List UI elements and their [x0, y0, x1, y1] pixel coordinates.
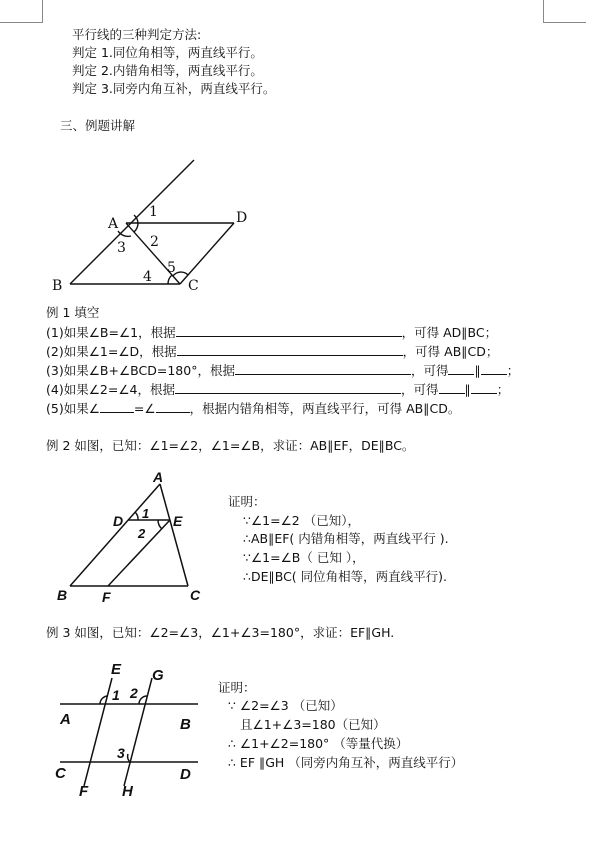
figure-2-diagram	[50, 466, 220, 606]
item-1-prefix: (1)如果∠B=∠1，根据	[46, 325, 176, 340]
fig3-line-ef	[84, 678, 112, 786]
item-4-end: ；	[496, 382, 510, 397]
intro-title: 平行线的三种判定方法:	[72, 27, 202, 42]
fig3-arc-3	[128, 754, 130, 762]
rule-2: 判定 2.内错角相等，两直线平行。	[72, 63, 263, 78]
fig1-label-b: B	[52, 278, 63, 294]
item-2-prefix: (2)如果∠1=∠D，根据	[46, 344, 177, 359]
fig2-arc-1	[135, 512, 138, 520]
item-3-mid: ∥	[474, 363, 481, 378]
item-4-suffix: ，可得	[401, 382, 439, 397]
fig1-label-d: D	[236, 210, 248, 226]
fig3-line-gh	[124, 678, 152, 786]
fig1-angle-2: 2	[150, 234, 159, 250]
fig3-label-h: H	[122, 783, 133, 800]
corner-mark-right	[543, 0, 586, 23]
item-1-suffix: ，可得 AD∥BC；	[401, 325, 498, 340]
example-2-proof-line-3: ∵∠1=∠B（ 已知 ），	[243, 550, 365, 565]
fig3-label-e: E	[111, 661, 122, 678]
item-2-suffix: ，可得 AB∥CD；	[402, 344, 499, 359]
fig1-angle-4: 4	[143, 269, 152, 285]
item-3-prefix: (3)如果∠B+∠BCD=180°，根据	[46, 363, 235, 378]
fig1-angle-1: 1	[149, 204, 158, 220]
fig2-label-d: D	[113, 513, 124, 529]
item-3-blank-reason[interactable]	[235, 362, 411, 375]
example-1-item-4	[46, 381, 509, 398]
item-3-end: ；	[506, 363, 520, 378]
rule-3: 判定 3.同旁内角互补，两直线平行。	[72, 81, 276, 96]
item-4-prefix: (4)如果∠2=∠4，根据	[46, 382, 175, 397]
item-3-suffix: ，可得	[410, 363, 449, 378]
item-4-blank-line-2[interactable]	[471, 381, 497, 394]
fig3-angle-2: 2	[130, 685, 138, 701]
item-3-blank-line-1[interactable]	[448, 362, 474, 375]
item-4-blank-reason[interactable]	[175, 381, 401, 394]
example-3-proof-line-4: ∴ EF ∥GH （同旁内角互补，两直线平行）	[228, 755, 464, 770]
fig2-angle-1: 1	[142, 506, 150, 521]
fig1-arc-4	[168, 275, 172, 284]
fig2-angle-2: 2	[138, 526, 146, 541]
fig3-angle-3: 3	[117, 745, 125, 761]
rule-1: 判定 1.同位角相等，两直线平行。	[72, 45, 263, 60]
item-4-mid: ∥	[464, 382, 471, 397]
example-2-proof-line-1: ∵∠1=∠2 （已知），	[243, 513, 360, 528]
fig1-label-c: C	[188, 278, 199, 294]
item-2-blank-reason[interactable]	[177, 343, 403, 356]
fig2-label-a: A	[153, 469, 164, 485]
example-1-item-3	[46, 362, 519, 379]
figure-1-diagram	[40, 150, 280, 300]
example-3-proof-title: 证明：	[218, 680, 256, 695]
item-5-blank-angle-1[interactable]	[100, 400, 134, 413]
item-5-suffix: ，根据内错角相等，两直线平行，可得 AB∥CD。	[189, 401, 461, 416]
fig2-label-f: F	[102, 589, 111, 605]
item-1-blank-reason[interactable]	[176, 324, 402, 337]
example-1-item-2	[46, 343, 498, 360]
fig2-line-ab	[70, 484, 160, 586]
example-2-proof-line-4: ∴DE∥BC( 同位角相等，两直线平行).	[243, 569, 448, 584]
fig1-angle-5: 5	[167, 260, 176, 276]
fig2-arc-2	[158, 520, 162, 529]
fig2-label-e: E	[173, 513, 183, 529]
section-heading: 三、例题讲解	[60, 118, 136, 133]
example-2-title: 例 2 如图，已知：∠1=∠2，∠1=∠B，求证：AB∥EF，DE∥BC。	[46, 438, 415, 453]
corner-mark-left	[0, 0, 43, 23]
fig1-label-a: A	[108, 216, 119, 232]
fig1-arc-3	[118, 231, 131, 236]
fig3-label-a: A	[60, 711, 71, 728]
fig1-angle-3: 3	[117, 240, 126, 256]
example-2-proof-title: 证明：	[228, 494, 266, 509]
example-3-title: 例 3 如图，已知：∠2=∠3，∠1+∠3=180°，求证：EF∥GH.	[46, 625, 395, 640]
item-5-blank-angle-2[interactable]	[156, 400, 190, 413]
fig3-label-d: D	[180, 766, 191, 783]
fig3-label-b: B	[180, 716, 191, 733]
figure-3-diagram	[50, 658, 210, 804]
fig3-label-g: G	[152, 667, 164, 684]
example-3-proof-line-1: ∵ ∠2=∠3 （已知）	[228, 698, 343, 713]
item-5-mid: =∠	[133, 401, 156, 416]
fig3-label-c: C	[55, 765, 66, 782]
example-1-item-5	[46, 400, 460, 417]
item-4-blank-line-1[interactable]	[439, 381, 465, 394]
example-3-proof-line-3: ∴ ∠1+∠2=180° （等量代换）	[228, 736, 409, 751]
item-3-blank-line-2[interactable]	[481, 362, 507, 375]
fig3-angle-1: 1	[112, 687, 120, 703]
example-1-title: 例 1 填空	[46, 305, 100, 320]
example-2-proof-line-2: ∴AB∥EF( 内错角相等，两直线平行 ).	[243, 531, 449, 546]
fig2-label-c: C	[190, 587, 201, 603]
item-5-prefix: (5)如果∠	[46, 401, 100, 416]
fig2-label-b: B	[57, 587, 68, 603]
fig2-line-ac	[160, 484, 188, 586]
fig1-arc-2	[134, 223, 138, 232]
example-3-proof-line-2: 且∠1+∠3=180（已知）	[240, 717, 386, 732]
fig3-label-f: F	[79, 783, 89, 800]
example-1-item-1	[46, 324, 497, 341]
